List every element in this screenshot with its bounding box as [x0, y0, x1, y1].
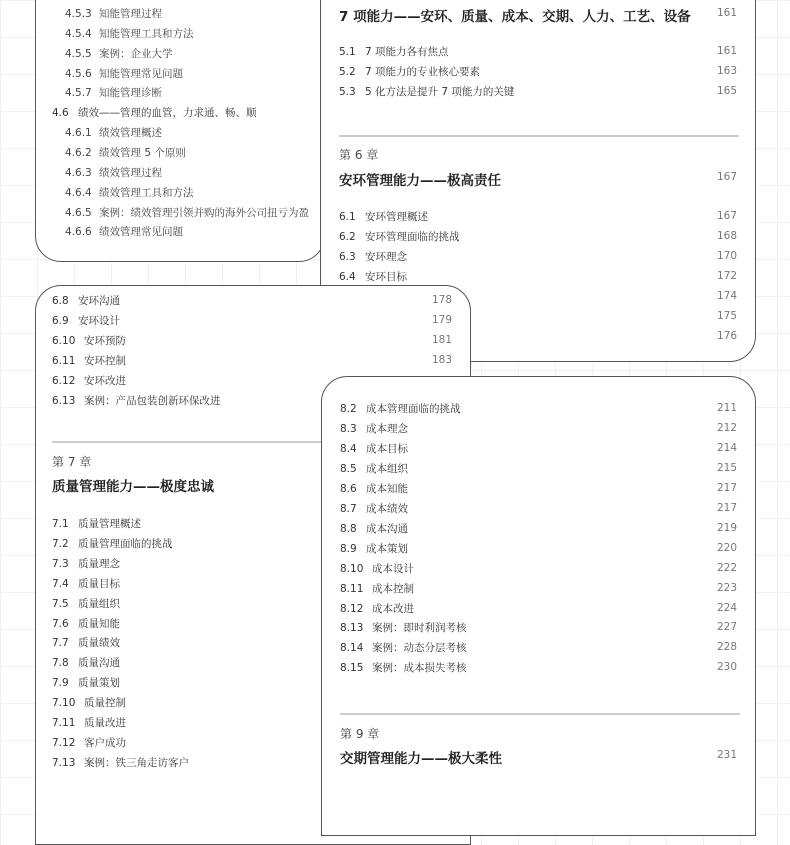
toc-entry-title: 成本沟通 — [366, 522, 408, 535]
toc-entry — [65, 67, 183, 81]
toc-entry-number: 4.6.2 — [65, 146, 92, 159]
toc-entry-number: 7.3 — [52, 557, 69, 570]
toc-entry-title: 质量知能 — [78, 617, 120, 630]
toc-entry-number: 7.11 — [52, 717, 76, 729]
toc-entry-number: 6.11 — [52, 355, 76, 367]
toc-entry-number: 8.15 — [340, 662, 364, 675]
toc-entry-page: 228 — [716, 641, 737, 654]
toc-entry-page: 165 — [716, 85, 737, 97]
toc-entry-number: 7.2 — [52, 537, 69, 550]
toc-entry-title: 质量改进 — [84, 717, 126, 729]
toc-entry-title: 成本设计 — [372, 562, 414, 575]
toc-entry-number: 5.3 — [339, 86, 356, 98]
toc-entry-number: 6.3 — [339, 251, 356, 263]
chapter-9-page: 231 — [716, 749, 737, 761]
toc-entry — [52, 334, 126, 348]
toc-entry-title: 质量目标 — [78, 577, 120, 590]
toc-entry — [52, 636, 120, 650]
toc-entry-page: 172 — [716, 270, 737, 282]
toc-entry — [52, 756, 189, 770]
toc-entry-title: 安环控制 — [84, 355, 126, 367]
toc-entry-page: 223 — [716, 581, 737, 594]
toc-entry-title: 质量组织 — [78, 597, 120, 610]
toc-entry — [340, 641, 467, 655]
toc-entry-title: 成本控制 — [372, 582, 414, 595]
toc-page-chapters-8-9 — [321, 376, 756, 836]
toc-entry — [52, 736, 126, 750]
toc-entry-title: 绩效管理常见问题 — [99, 226, 183, 239]
toc-entry-title: 安环管理面临的挑战 — [365, 231, 460, 243]
toc-entry-title: 案例：动态分层考核 — [372, 642, 467, 655]
toc-entry-page: 230 — [716, 661, 737, 674]
toc-entry-number: 6.13 — [52, 395, 76, 407]
toc-entry — [340, 542, 408, 556]
toc-entry — [52, 394, 221, 408]
toc-entry-number: 4.5.3 — [65, 8, 92, 20]
divider — [340, 713, 740, 715]
toc-entry-number: 8.9 — [340, 542, 357, 555]
toc-entry-number: 5.1 — [339, 46, 356, 58]
toc-entry — [52, 676, 120, 690]
toc-entry-title: 客户成功 — [84, 736, 126, 749]
toc-entry — [52, 577, 120, 591]
toc-entry-number: 4.6.3 — [65, 166, 92, 179]
toc-entry-page: 183 — [431, 354, 452, 366]
toc-entry-number: 8.13 — [340, 622, 364, 635]
toc-entry-number: 7.6 — [52, 617, 69, 630]
toc-entry — [65, 27, 194, 41]
toc-entry-number: 6.1 — [339, 211, 356, 223]
toc-entry — [340, 522, 408, 536]
toc-entry-page: 220 — [716, 541, 737, 554]
toc-entry — [340, 402, 461, 416]
toc-entry — [52, 374, 126, 388]
toc-entry-title: 质量管理面临的挑战 — [78, 537, 173, 550]
toc-entry — [65, 47, 173, 61]
toc-entry-title: 绩效管理 5 个原则 — [99, 146, 186, 159]
toc-entry-title: 知能管理过程 — [99, 8, 162, 20]
toc-entry-number: 8.3 — [340, 422, 357, 435]
toc-entry — [340, 482, 408, 496]
toc-entry — [339, 270, 407, 284]
toc-entry-title: 案例：成本损失考核 — [372, 662, 467, 675]
toc-entry — [339, 45, 449, 59]
toc-entry-title: 案例：企业大学 — [99, 47, 173, 60]
toc-entry — [52, 696, 126, 710]
toc-entry-title: 7 项能力的专业核心要素 — [365, 66, 481, 78]
toc-entry-number: 4.5.6 — [65, 67, 92, 80]
toc-entry — [52, 106, 257, 120]
toc-entry-page: 227 — [716, 621, 737, 634]
toc-entry-title: 质量绩效 — [78, 637, 120, 650]
toc-entry — [52, 537, 173, 551]
toc-entry-number: 4.6.6 — [65, 226, 92, 239]
toc-entry — [65, 7, 162, 21]
toc-entry-title: 安环改进 — [84, 375, 126, 387]
toc-entry-number: 4.5.5 — [65, 47, 92, 60]
toc-entry-title: 质量理念 — [78, 557, 120, 570]
toc-entry-page: 217 — [716, 481, 737, 494]
toc-entry — [339, 85, 514, 99]
toc-entry-number: 7.9 — [52, 677, 69, 690]
toc-entry-title: 案例：即时利润考核 — [372, 622, 467, 635]
toc-entry-title: 绩效管理概述 — [99, 127, 162, 140]
toc-entry-number: 6.8 — [52, 295, 69, 307]
toc-entry-page: 168 — [716, 230, 737, 242]
toc-entry-title: 知能管理工具和方法 — [99, 27, 194, 40]
chapter-7-label: 第 7 章 — [52, 455, 92, 469]
toc-entry-title: 绩效管理工具和方法 — [99, 186, 194, 199]
toc-entry-page: 176 — [716, 330, 737, 342]
toc-entry-page: 163 — [716, 65, 737, 77]
toc-entry-number: 7.12 — [52, 736, 76, 749]
toc-entry-title: 成本组织 — [366, 462, 408, 475]
toc-entry-title: 绩效管理过程 — [99, 166, 162, 179]
toc-entry-number: 6.9 — [52, 315, 69, 327]
toc-entry-page: 179 — [431, 314, 452, 326]
toc-entry-title: 案例：产品包装创新环保改进 — [84, 395, 221, 407]
toc-page-chapter-4 — [35, 0, 325, 262]
toc-entry — [339, 210, 428, 224]
toc-entry — [340, 621, 467, 635]
toc-entry-number: 7.10 — [52, 697, 76, 710]
chapter-5-page: 161 — [716, 7, 737, 19]
toc-entry-page: 175 — [716, 310, 737, 322]
toc-entry-page: 222 — [716, 561, 737, 574]
toc-entry — [52, 517, 141, 531]
toc-entry — [340, 582, 414, 596]
toc-entry-page: 211 — [716, 402, 737, 414]
toc-entry-number: 8.11 — [340, 582, 364, 595]
chapter-6-title: 安环管理能力——极高责任 — [339, 173, 501, 189]
toc-entry — [52, 557, 120, 571]
toc-entry — [52, 656, 120, 670]
toc-entry-page: 174 — [716, 290, 737, 302]
toc-entry-number: 4.6.1 — [65, 127, 92, 140]
toc-entry-title: 成本知能 — [366, 482, 408, 495]
toc-entry-number: 4.6 — [52, 107, 69, 120]
toc-entry-title: 安环沟通 — [78, 295, 120, 307]
toc-entry-title: 成本改进 — [372, 602, 414, 615]
toc-entry-title: 安环管理概述 — [365, 211, 428, 223]
toc-entry — [65, 166, 162, 180]
toc-entry-page: 215 — [716, 461, 737, 474]
toc-entry — [340, 422, 408, 436]
toc-entry — [52, 354, 126, 368]
toc-entry — [339, 65, 480, 79]
chapter-9-label: 第 9 章 — [340, 727, 380, 741]
toc-entry-title: 安环目标 — [365, 271, 407, 283]
toc-entry-number: 8.2 — [340, 403, 357, 415]
toc-entry-title: 5 化方法是提升 7 项能力的关键 — [365, 86, 515, 98]
chapter-6-label: 第 6 章 — [339, 148, 379, 162]
toc-entry-number: 8.8 — [340, 522, 357, 535]
toc-entry — [340, 562, 414, 576]
toc-entry-title: 安环预防 — [84, 335, 126, 347]
toc-entry-number: 5.2 — [339, 66, 356, 78]
toc-entry — [65, 126, 162, 140]
toc-entry-number: 7.4 — [52, 577, 69, 590]
toc-entry-page: 170 — [716, 250, 737, 262]
toc-entry — [52, 294, 120, 308]
toc-entry-title: 质量管理概述 — [78, 518, 141, 530]
toc-entry — [340, 602, 414, 616]
toc-entry — [339, 230, 460, 244]
toc-entry-title: 质量策划 — [78, 677, 120, 690]
toc-entry-title: 绩效——管理的血管，力求通、畅、顺 — [78, 107, 257, 120]
toc-entry-title: 安环设计 — [78, 315, 120, 327]
toc-entry-title: 案例：铁三角走访客户 — [84, 756, 189, 769]
toc-entry-number: 8.5 — [340, 462, 357, 475]
toc-entry-number: 8.4 — [340, 442, 357, 455]
toc-entry-title: 成本管理面临的挑战 — [366, 403, 461, 415]
toc-entry-title: 成本策划 — [366, 542, 408, 555]
toc-entry-title: 质量控制 — [84, 697, 126, 710]
toc-entry — [65, 206, 309, 220]
toc-entry-number: 7.5 — [52, 597, 69, 610]
toc-entry-number: 8.7 — [340, 502, 357, 515]
toc-entry — [340, 661, 467, 675]
toc-entry-number: 8.10 — [340, 562, 364, 575]
toc-entry-number: 6.12 — [52, 375, 76, 387]
toc-entry-number: 4.5.4 — [65, 27, 92, 40]
chapter-5-title: 7 项能力——安环、质量、成本、交期、人力、工艺、设备 — [339, 9, 691, 25]
toc-entry-number: 8.14 — [340, 642, 364, 655]
toc-entry — [65, 186, 194, 200]
toc-entry-number: 8.12 — [340, 602, 364, 615]
toc-entry — [52, 716, 126, 730]
divider — [339, 135, 739, 137]
toc-entry — [340, 502, 408, 516]
toc-entry-number: 6.4 — [339, 271, 356, 283]
toc-entry — [52, 617, 120, 631]
toc-entry-title: 安环理念 — [365, 251, 407, 263]
toc-entry-number: 4.6.5 — [65, 206, 92, 219]
toc-entry-title: 成本绩效 — [366, 502, 408, 515]
toc-entry-title: 成本理念 — [366, 422, 408, 435]
toc-entry-title: 成本目标 — [366, 442, 408, 455]
toc-entry-number: 4.5.7 — [65, 87, 92, 100]
toc-entry-title: 知能管理常见问题 — [99, 67, 183, 80]
chapter-9-title: 交期管理能力——极大柔性 — [340, 751, 502, 767]
toc-entry — [340, 442, 408, 456]
toc-entry-number: 8.6 — [340, 482, 357, 495]
toc-entry — [340, 462, 408, 476]
toc-entry-page: 181 — [431, 334, 452, 346]
toc-entry — [65, 86, 162, 100]
chapter-7-title: 质量管理能力——极度忠诚 — [52, 479, 214, 495]
toc-entry-number: 6.2 — [339, 231, 356, 243]
toc-entry-number: 7.8 — [52, 657, 69, 670]
toc-entry-page: 178 — [431, 294, 452, 306]
toc-entry-page: 224 — [716, 601, 737, 614]
toc-entry — [65, 146, 186, 160]
toc-entry — [339, 250, 407, 264]
toc-entry — [52, 597, 120, 611]
toc-entry-page: 161 — [716, 45, 737, 57]
toc-entry-page: 212 — [716, 421, 737, 434]
toc-entry-number: 7.1 — [52, 518, 69, 530]
toc-entry-number: 7.7 — [52, 637, 69, 650]
toc-entry-number: 7.13 — [52, 756, 76, 769]
toc-entry — [52, 314, 120, 328]
chapter-6-page: 167 — [716, 171, 737, 183]
toc-entry — [65, 225, 183, 239]
toc-entry-page: 167 — [716, 210, 737, 222]
toc-entry-page: 214 — [716, 441, 737, 454]
toc-entry-page: 219 — [716, 521, 737, 534]
toc-entry-title: 案例：绩效管理引领并购的海外公司扭亏为盈 — [99, 206, 309, 219]
toc-entry-title: 质量沟通 — [78, 657, 120, 670]
toc-entry-number: 6.10 — [52, 335, 76, 347]
toc-entry-page: 217 — [716, 501, 737, 514]
toc-entry-title: 知能管理诊断 — [99, 87, 162, 100]
toc-entry-title: 7 项能力各有焦点 — [365, 46, 449, 58]
toc-entry-number: 4.6.4 — [65, 186, 92, 199]
